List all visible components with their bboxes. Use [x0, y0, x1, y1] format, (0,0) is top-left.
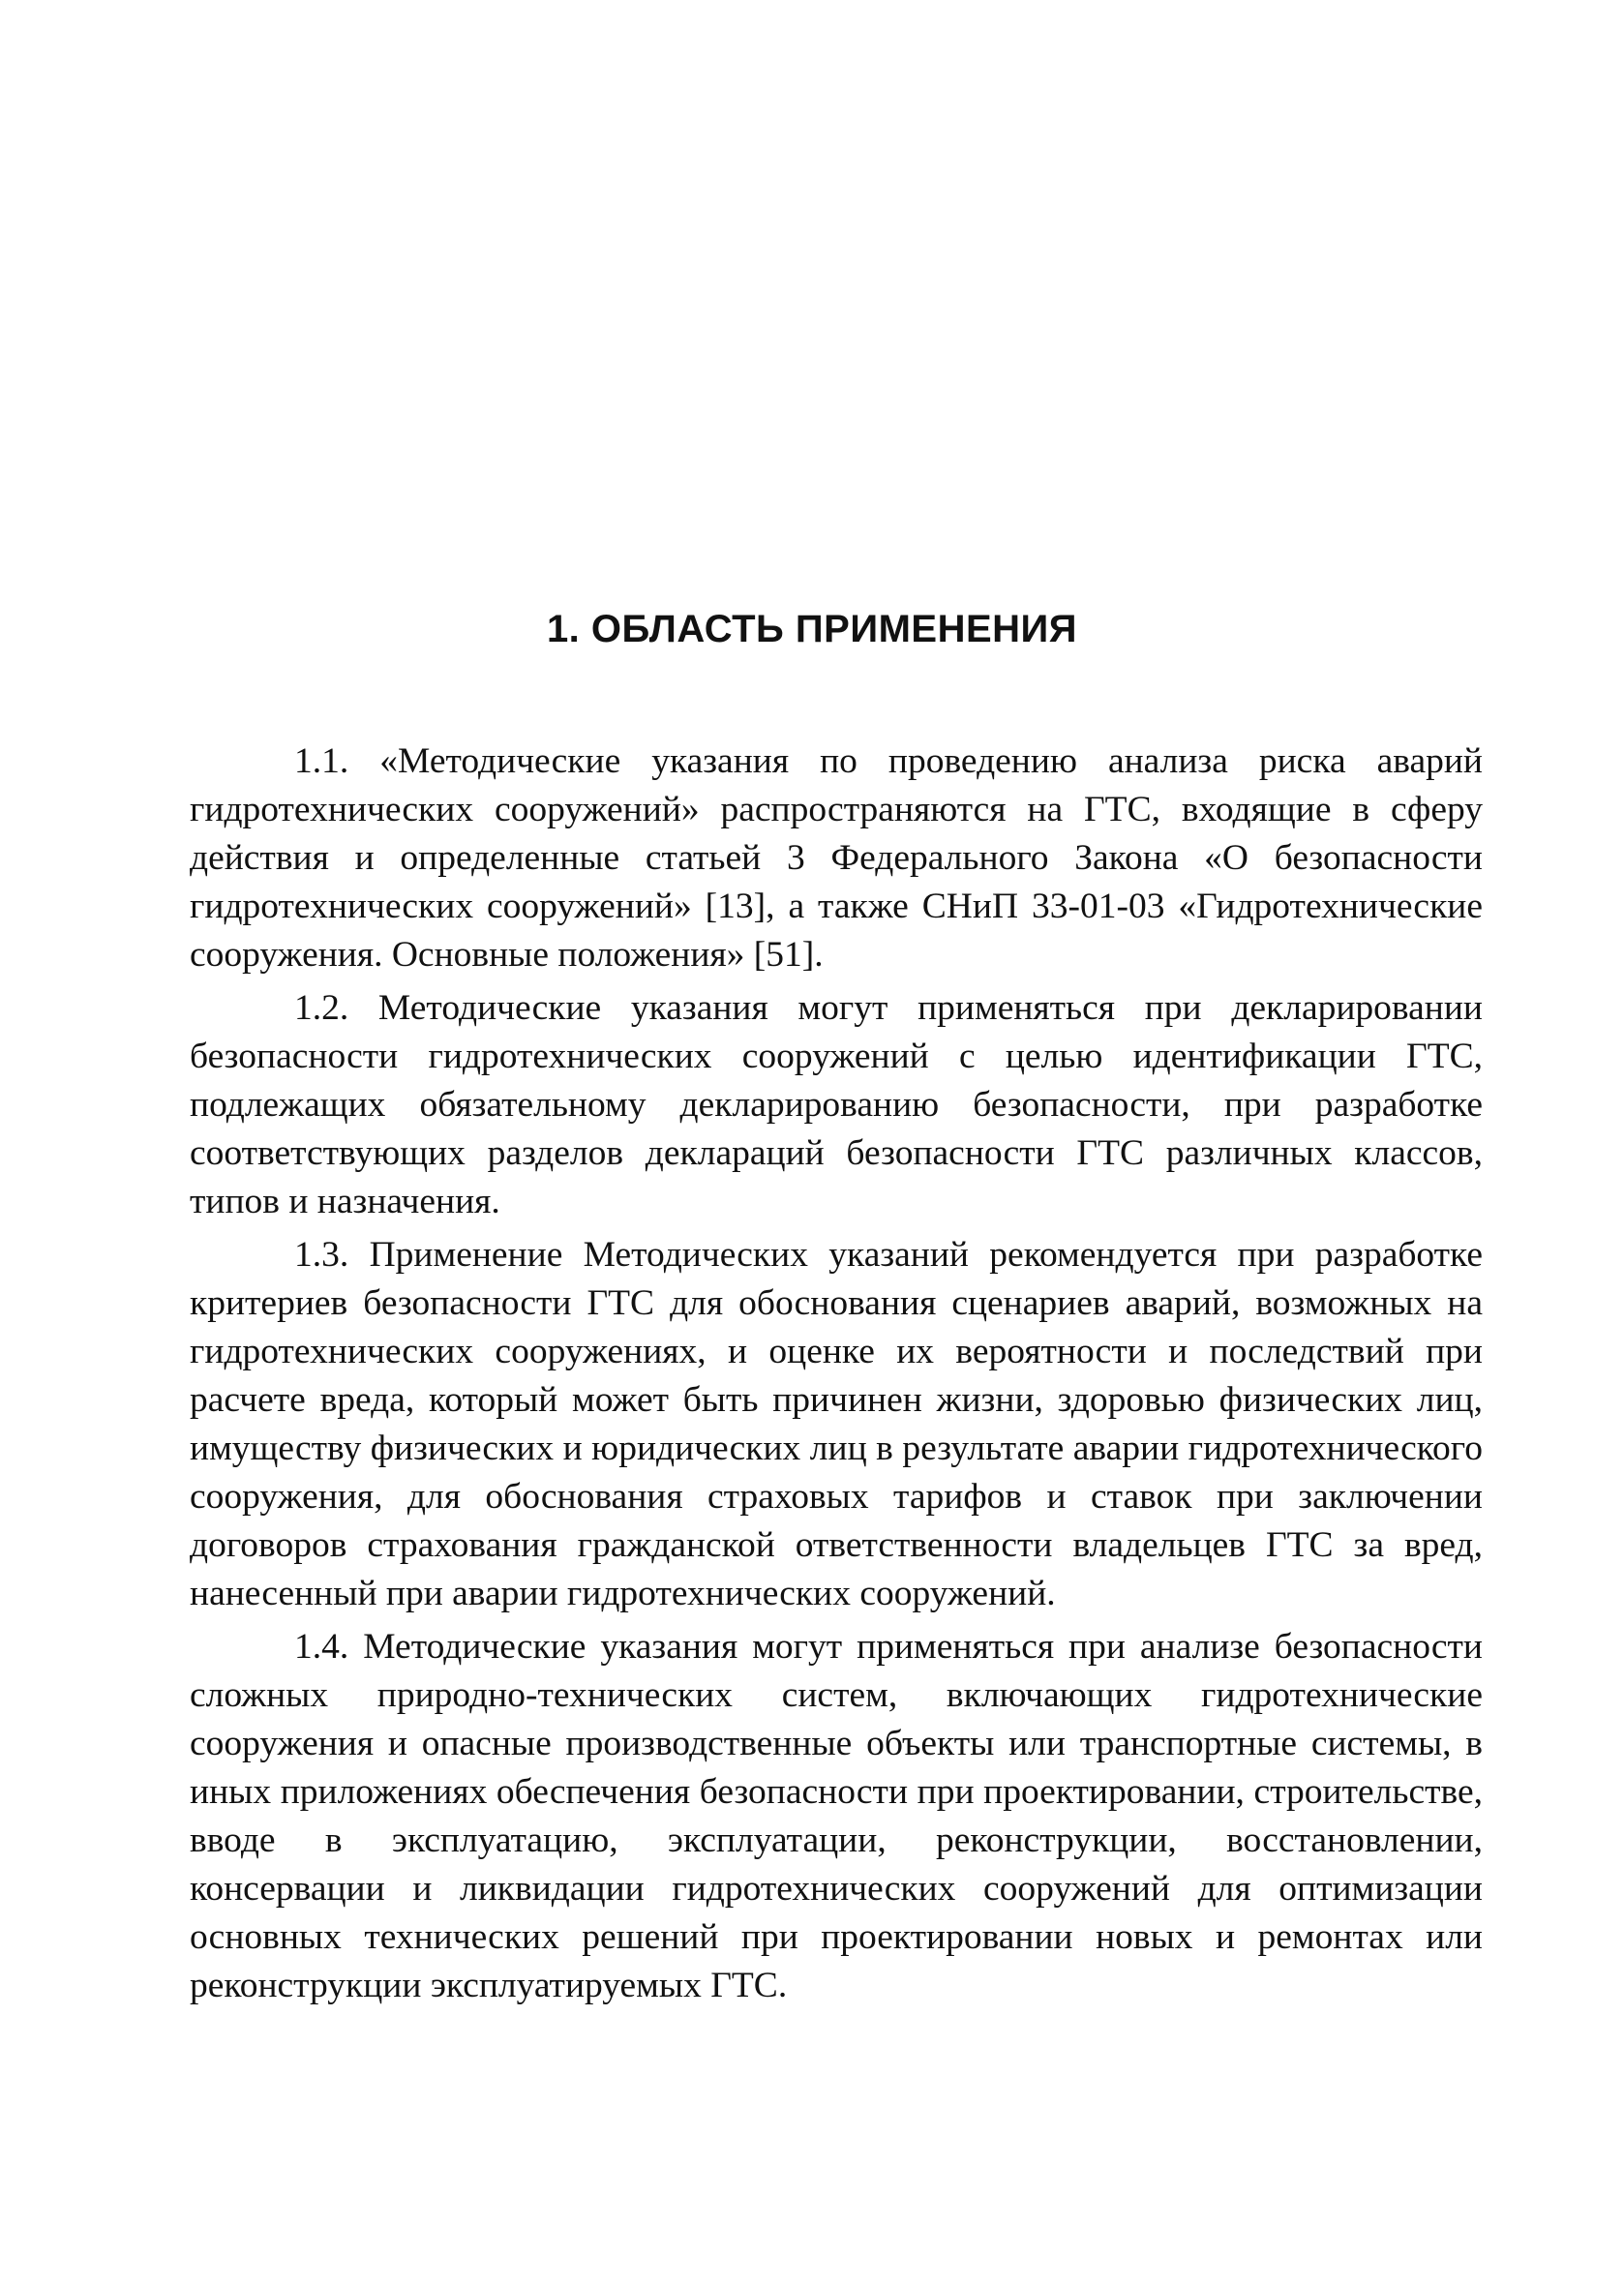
- paragraph-1-1: 1.1. «Методические указания по проведению анализа риска аварий гидротехнических сооружений» распространяются на ГТС, входящие в сферу действия и определенные статьей 3 Федерального Закона «О безопасности гидротехнических сооружений» [13], а также СНиП 33-01-03 «Гидротехнические сооружения. Основные положения» [51].: [190, 741, 1483, 975]
- section-title: 1. ОБЛАСТЬ ПРИМЕНЕНИЯ: [546, 608, 1078, 650]
- paragraph-1-4: 1.4. Методические указания могут применяться при анализе безопасности сложных природно-технических систем, включающих гидротехнические сооружения и опасные производственные объекты или транспортные системы, в иных приложениях обеспечения безопасности при проектировании, строительстве, вводе в эксплуатацию, эксплуатации, реконструкции, восстановлении, консервации и ликвидации гидротехнических сооружений для оптимизации основных технических решений при проектировании новых и ремонтах или реконструкции эксплуатируемых ГТС.: [190, 1627, 1483, 2005]
- paragraph-1-3: 1.3. Применение Методических указаний рекомендуется при разработке критериев безопасности ГТС для обоснования сценариев аварий, возможных на гидротехнических сооружениях, и оценке их вероятности и последствий при расчете вреда, который может быть причинен жизни, здоровью физических лиц, имуществу физических и юридических лиц в результате аварии гидротехнического сооружения, для обоснования страховых тарифов и ставок при заключении договоров страхования гражданской ответственности владельцев ГТС за вред, нанесенный при аварии гидротехнических сооружений.: [190, 1235, 1483, 1613]
- section-body: [190, 737, 1483, 2015]
- paragraph-1-2: 1.2. Методические указания могут применяться при декларировании безопасности гидротехнических сооружений с целью идентификации ГТС, подлежащих обязательному декларированию безопасности, при разработке соответствующих разделов деклараций безопасности ГТС различных классов, типов и назначения.: [190, 988, 1483, 1221]
